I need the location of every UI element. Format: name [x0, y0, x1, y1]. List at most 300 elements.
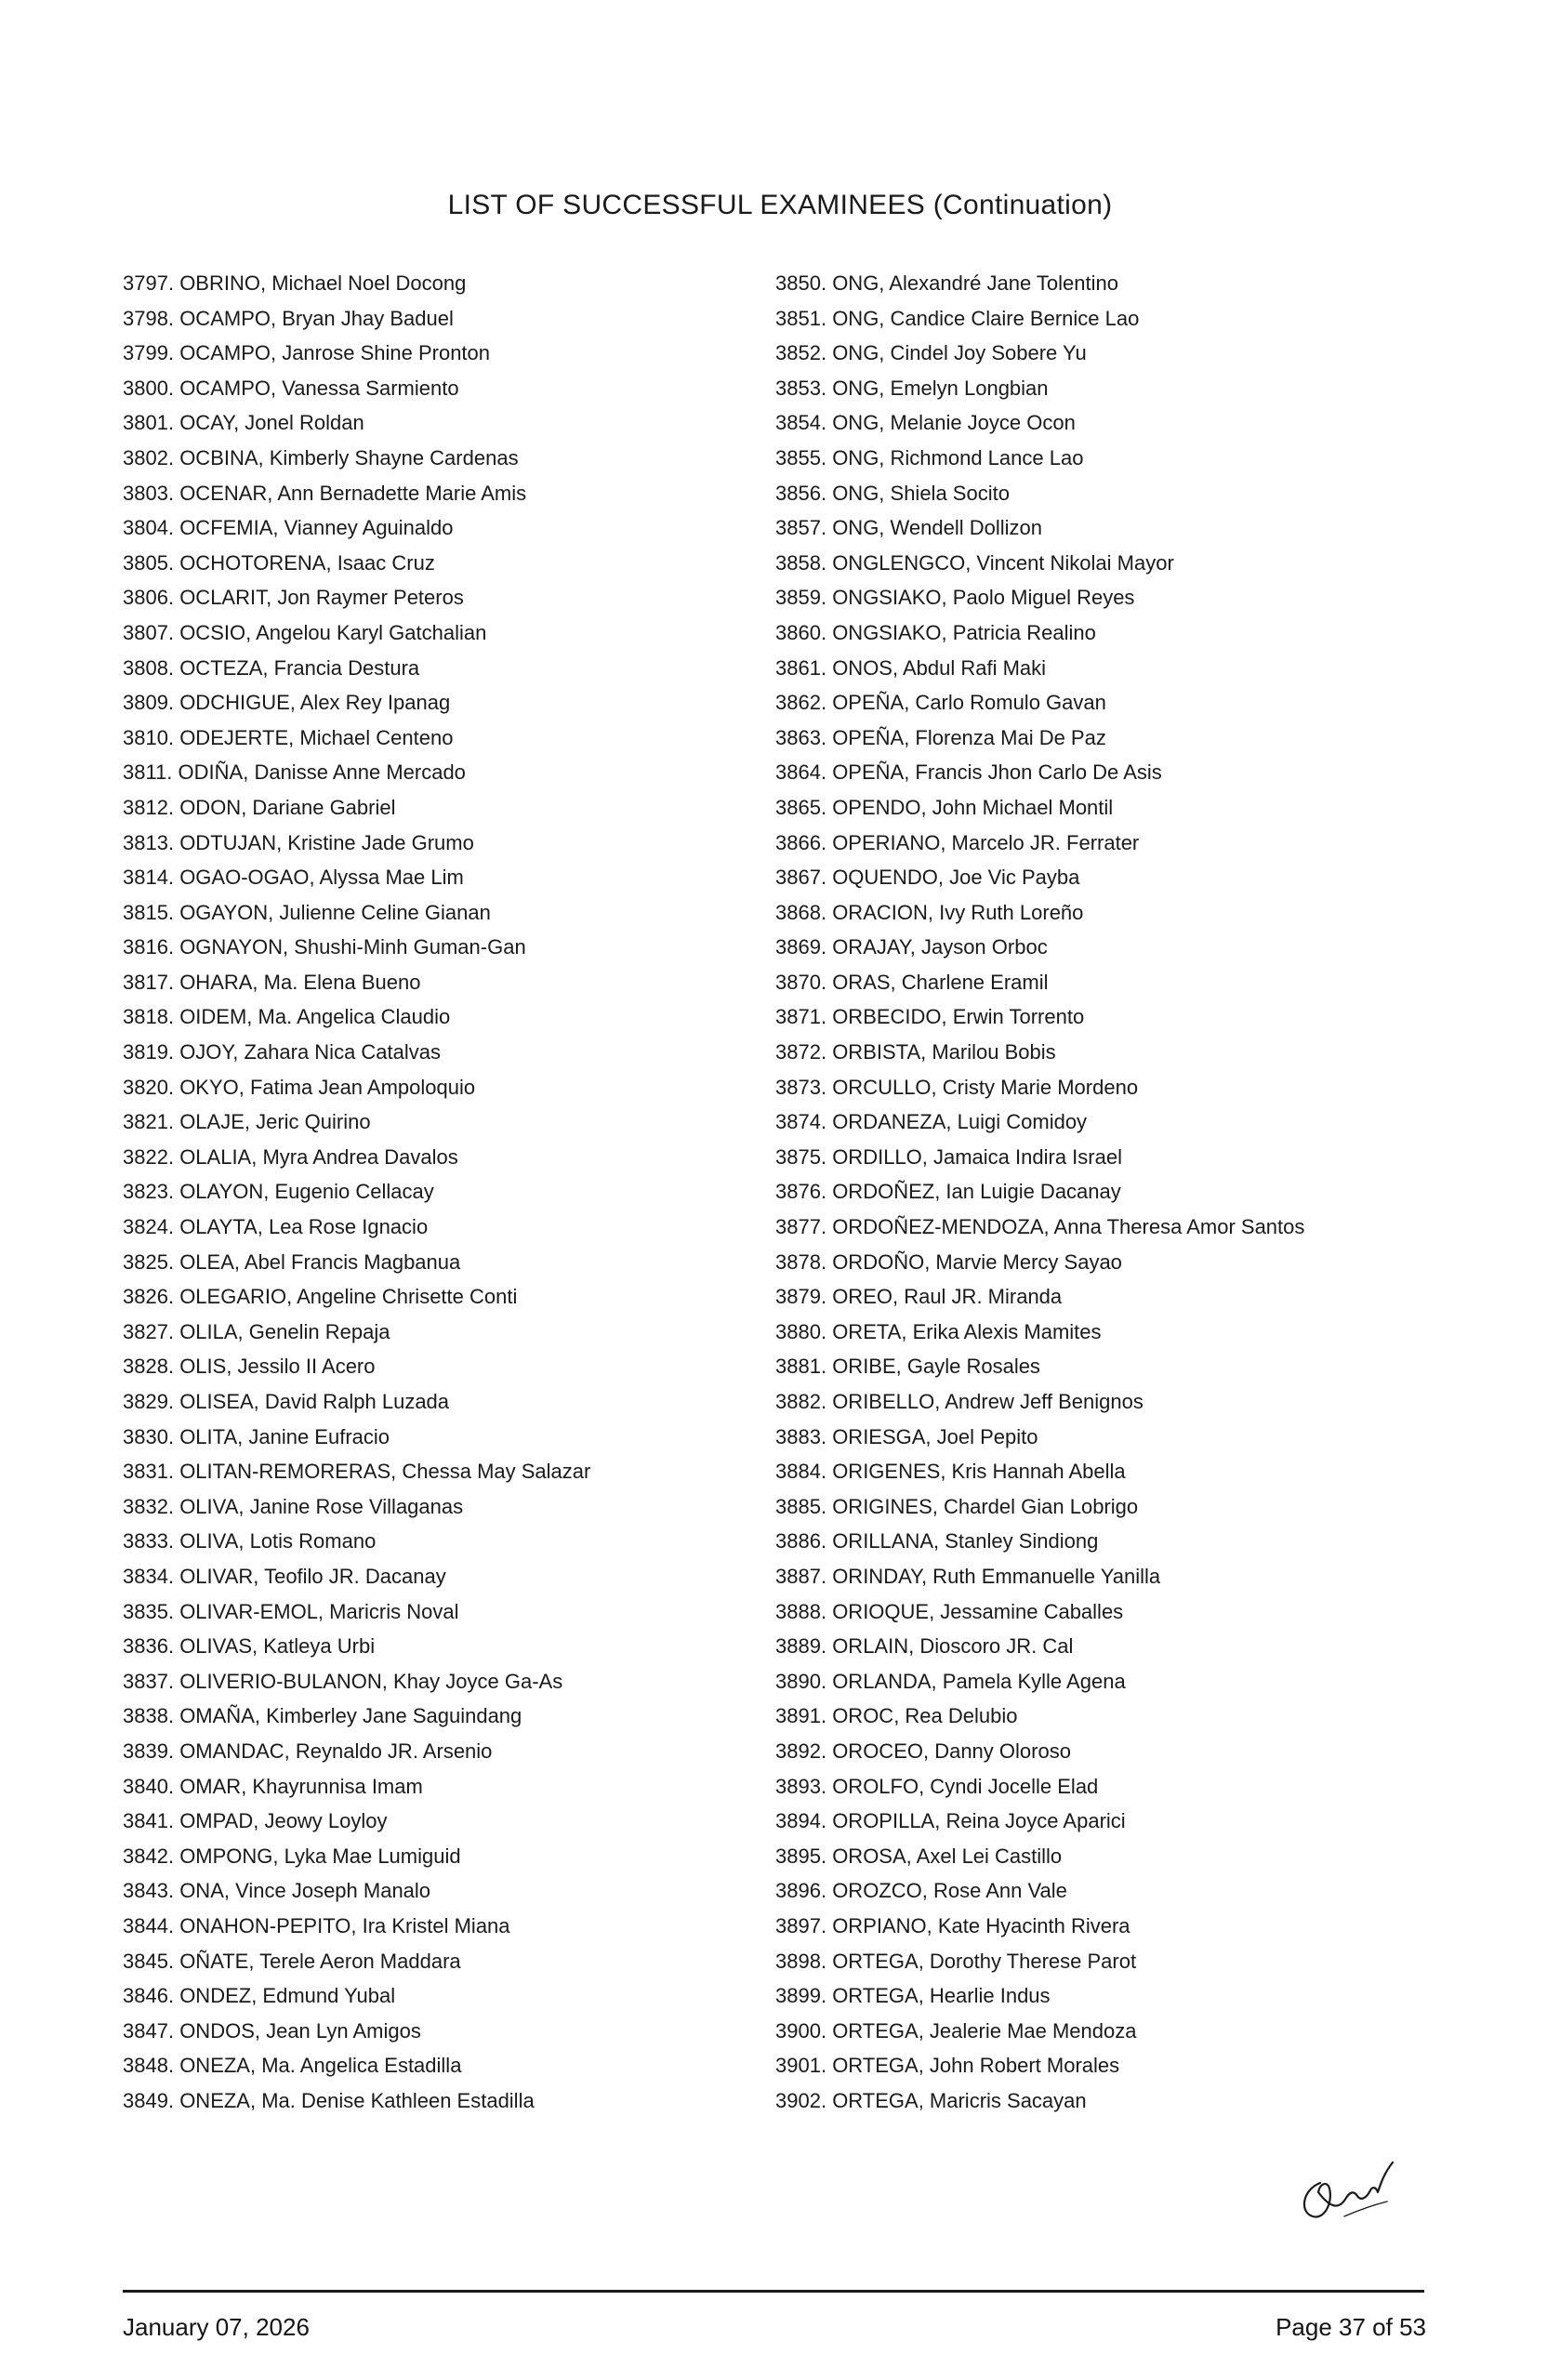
examinee-entry	[123, 685, 590, 721]
entry-number: 3899.	[775, 1984, 827, 2008]
examinee-entry	[775, 405, 1304, 441]
entry-number: 3806.	[123, 586, 175, 610]
examinee-entry	[123, 2048, 590, 2083]
examinee-entry	[123, 2083, 590, 2119]
examinee-name: OCHOTORENA, Isaac Cruz	[179, 550, 435, 575]
entry-number: 3824.	[123, 1215, 175, 1239]
examinee-entry	[123, 615, 590, 651]
entry-number: 3876.	[775, 1180, 827, 1204]
examinee-name: ORTEGA, Jealerie Mae Mendoza	[832, 2018, 1137, 2043]
examinee-name: OCLARIT, Jon Raymer Peteros	[179, 586, 464, 610]
entry-number: 3884.	[775, 1460, 827, 1484]
examinee-list-left	[123, 266, 590, 2118]
examinee-name: ORBECIDO, Erwin Torrento	[832, 1005, 1085, 1029]
examinee-entry	[123, 1873, 590, 1909]
examinee-entry	[775, 1210, 1304, 1245]
examinee-entry	[123, 441, 590, 476]
footer-date: January 07, 2026	[123, 2313, 310, 2341]
examinee-name: ONGSIAKO, Patricia Realino	[832, 620, 1096, 644]
entry-number: 3827.	[123, 1319, 175, 1343]
page-title: LIST OF SUCCESSFUL EXAMINEES (Continuation)	[447, 190, 1113, 220]
examinee-name: ORDANEZA, Luigi Comidoy	[832, 1110, 1088, 1134]
entry-number: 3847.	[123, 2018, 175, 2043]
entry-number: 3872.	[775, 1040, 827, 1064]
examinee-entry	[775, 1349, 1304, 1384]
examinee-name: OHARA, Ma. Elena Bueno	[179, 970, 421, 994]
entry-number: 3871.	[775, 1005, 827, 1029]
examinee-name: OLIVAS, Katleya Urbi	[179, 1634, 376, 1659]
entry-number: 3861.	[775, 655, 827, 680]
entry-number: 3855.	[775, 445, 827, 469]
examinee-entry	[123, 371, 590, 406]
entry-number: 3798.	[123, 306, 175, 330]
examinee-name: OKYO, Fatima Jean Ampoloquio	[179, 1075, 476, 1099]
examinee-entry	[775, 1524, 1304, 1559]
entry-number: 3846.	[123, 1984, 175, 2008]
examinee-entry	[123, 1839, 590, 1874]
examinee-name: ORLANDA, Pamela Kylle Agena	[832, 1669, 1126, 1693]
examinee-entry	[775, 1978, 1304, 2014]
examinee-name: OBRINO, Michael Noel Docong	[179, 271, 467, 295]
examinee-name: OCAMPO, Bryan Jhay Baduel	[179, 306, 454, 330]
examinee-name: OLIVAR-EMOL, Maricris Noval	[179, 1599, 459, 1623]
examinee-entry	[775, 1174, 1304, 1210]
examinee-entry	[775, 1070, 1304, 1105]
examinee-name: OPEÑA, Florenza Mai De Paz	[832, 725, 1106, 749]
examinee-entry	[775, 860, 1304, 895]
entry-number: 3853.	[775, 376, 827, 400]
examinee-entry	[775, 1454, 1304, 1489]
entry-number: 3812.	[123, 795, 175, 819]
examinee-name: ORIESGA, Joel Pepito	[832, 1424, 1038, 1448]
examinee-entry	[123, 930, 590, 965]
examinee-name: ORIOQUE, Jessamine Caballes	[832, 1599, 1124, 1623]
examinee-entry	[775, 1699, 1304, 1734]
entry-number: 3901.	[775, 2054, 827, 2078]
examinee-name: OROPILLA, Reina Joyce Aparici	[832, 1809, 1126, 1833]
examinee-entry	[775, 1944, 1304, 1979]
entry-number: 3859.	[775, 586, 827, 610]
examinee-entry	[123, 1734, 590, 1769]
examinee-name: ORLAIN, Dioscoro JR. Cal	[832, 1634, 1074, 1659]
examinee-name: ORAJAY, Jayson Orboc	[832, 935, 1048, 959]
entry-number: 3897.	[775, 1913, 827, 1937]
examinee-entry	[123, 476, 590, 511]
examinee-name: ORAS, Charlene Eramil	[832, 970, 1049, 994]
entry-number: 3840.	[123, 1774, 175, 1798]
examinee-entry	[123, 651, 590, 686]
examinee-entry	[775, 1035, 1304, 1070]
examinee-name: OJOY, Zahara Nica Catalvas	[179, 1040, 442, 1064]
examinee-entry	[123, 1174, 590, 1210]
examinee-entry	[123, 2014, 590, 2049]
entry-number: 3881.	[775, 1355, 827, 1379]
examinee-entry	[123, 1315, 590, 1350]
examinee-name: ONG, Candice Claire Bernice Lao	[832, 306, 1140, 330]
entry-number: 3844.	[123, 1913, 175, 1937]
footer-rule	[123, 2290, 1424, 2293]
examinee-entry	[123, 301, 590, 337]
examinee-name: OROSA, Axel Lei Castillo	[832, 1844, 1063, 1868]
entry-number: 3869.	[775, 935, 827, 959]
examinee-entry	[123, 895, 590, 931]
examinee-entry	[775, 441, 1304, 476]
entry-number: 3829.	[123, 1390, 175, 1413]
examinee-name: ORTEGA, Dorothy Therese Parot	[832, 1949, 1137, 1973]
entry-number: 3810.	[123, 725, 175, 749]
examinee-entry	[123, 1210, 590, 1245]
examinee-name: OÑATE, Terele Aeron Maddara	[179, 1949, 461, 1973]
examinee-name: ORTEGA, Hearlie Indus	[832, 1984, 1051, 2008]
signature	[1292, 2155, 1404, 2229]
examinee-entry	[775, 2048, 1304, 2083]
examinee-name: ONG, Alexandré Jane Tolentino	[832, 271, 1118, 295]
examinee-name: OMPAD, Jeowy Loyloy	[179, 1809, 388, 1833]
entry-number: 3858.	[775, 550, 827, 575]
examinee-entry	[123, 1349, 590, 1384]
examinee-entry	[775, 615, 1304, 651]
examinee-entry	[775, 1664, 1304, 1699]
entry-number: 3834.	[123, 1564, 175, 1588]
examinee-name: ODTUJAN, Kristine Jade Grumo	[179, 830, 474, 854]
entry-number: 3809.	[123, 691, 175, 715]
entry-number: 3808.	[123, 655, 175, 680]
examinee-entry	[123, 1978, 590, 2014]
examinee-entry	[775, 1104, 1304, 1140]
examinee-entry	[775, 546, 1304, 581]
examinee-name: ORDILLO, Jamaica Indira Israel	[832, 1144, 1122, 1169]
entry-number: 3895.	[775, 1844, 827, 1868]
examinee-entry	[123, 1454, 590, 1489]
entry-number: 3866.	[775, 830, 827, 854]
entry-number: 3856.	[775, 481, 827, 505]
entry-number: 3892.	[775, 1739, 827, 1763]
examinee-name: ONGSIAKO, Paolo Miguel Reyes	[832, 586, 1135, 610]
examinee-entry	[775, 1594, 1304, 1630]
examinee-entry	[123, 1035, 590, 1070]
examinee-entry	[775, 999, 1304, 1035]
examinee-entry	[123, 1420, 590, 1455]
entry-number: 3805.	[123, 550, 175, 575]
examinee-entry	[775, 826, 1304, 861]
examinee-entry	[123, 546, 590, 581]
examinee-name: ONA, Vince Joseph Manalo	[179, 1879, 431, 1903]
entry-number: 3865.	[775, 795, 827, 819]
examinee-entry	[123, 860, 590, 895]
examinee-name: OMPONG, Lyka Mae Lumiguid	[179, 1844, 461, 1868]
examinee-entry	[775, 1629, 1304, 1664]
entry-number: 3838.	[123, 1704, 175, 1728]
examinee-entry	[775, 1384, 1304, 1420]
examinee-name: ODEJERTE, Michael Centeno	[179, 725, 454, 749]
examinee-name: OLIVERIO-BULANON, Khay Joyce Ga-As	[179, 1669, 563, 1693]
entry-number: 3842.	[123, 1844, 175, 1868]
entry-number: 3902.	[775, 2088, 827, 2112]
examinee-entry	[123, 1909, 590, 1944]
examinee-name: ONG, Cindel Joy Sobere Yu	[832, 341, 1087, 365]
entry-number: 3817.	[123, 970, 175, 994]
entry-number: 3886.	[775, 1529, 827, 1554]
examinee-name: OGAO-OGAO, Alyssa Mae Lim	[179, 866, 464, 890]
examinee-entry	[775, 1804, 1304, 1839]
examinee-entry	[123, 510, 590, 546]
examinee-name: ONG, Richmond Lance Lao	[832, 445, 1084, 469]
entry-number: 3822.	[123, 1144, 175, 1169]
entry-number: 3818.	[123, 1005, 175, 1029]
entry-number: 3819.	[123, 1040, 175, 1064]
entry-number: 3854.	[775, 411, 827, 435]
examinee-name: OROLFO, Cyndi Jocelle Elad	[832, 1774, 1099, 1798]
examinee-name: OREO, Raul JR. Miranda	[832, 1285, 1063, 1309]
examinee-entry	[775, 580, 1304, 615]
examinee-name: ONG, Shiela Socito	[832, 481, 1010, 505]
entry-number: 3804.	[123, 516, 175, 540]
examinee-name: OLITA, Janine Eufracio	[179, 1424, 390, 1448]
examinee-name: ORDOÑEZ-MENDOZA, Anna Theresa Amor Santos	[832, 1215, 1305, 1239]
examinee-name: ORIBE, Gayle Rosales	[832, 1355, 1040, 1379]
examinee-entry	[123, 1070, 590, 1105]
entry-number: 3836.	[123, 1634, 175, 1659]
entry-number: 3811.	[123, 760, 173, 785]
examinee-name: OPEÑA, Carlo Romulo Gavan	[832, 691, 1106, 715]
entry-number: 3875.	[775, 1144, 827, 1169]
examinee-list-right	[775, 266, 1304, 2118]
entry-number: 3885.	[775, 1494, 827, 1518]
entry-number: 3802.	[123, 445, 175, 469]
examinee-name: ORACION, Ivy Ruth Loreño	[832, 900, 1084, 924]
examinee-name: OPERIANO, Marcelo JR. Ferrater	[832, 830, 1140, 854]
entry-number: 3879.	[775, 1285, 827, 1309]
examinee-name: ONDEZ, Edmund Yubal	[179, 1984, 396, 2008]
examinee-entry	[775, 1315, 1304, 1350]
entry-number: 3830.	[123, 1424, 175, 1448]
examinee-name: ONAHON-PEPITO, Ira Kristel Miana	[179, 1913, 510, 1937]
examinee-entry	[775, 651, 1304, 686]
examinee-name: ONGLENGCO, Vincent Nikolai Mayor	[832, 550, 1174, 575]
examinee-name: ONDOS, Jean Lyn Amigos	[179, 2018, 421, 2043]
examinee-name: OLIVA, Lotis Romano	[179, 1529, 377, 1554]
examinee-name: ONEZA, Ma. Denise Kathleen Estadilla	[179, 2088, 535, 2112]
entry-number: 3828.	[123, 1355, 175, 1379]
examinee-name: OLIS, Jessilo II Acero	[179, 1355, 376, 1379]
entry-number: 3873.	[775, 1075, 827, 1099]
examinee-name: ONG, Emelyn Longbian	[832, 376, 1049, 400]
examinee-name: OCFEMIA, Vianney Aguinaldo	[179, 516, 454, 540]
examinee-name: ONG, Wendell Dollizon	[832, 516, 1042, 540]
examinee-entry	[123, 1769, 590, 1805]
examinee-name: OGAYON, Julienne Celine Gianan	[179, 900, 491, 924]
examinee-name: OCSIO, Angelou Karyl Gatchalian	[179, 620, 487, 644]
entry-number: 3843.	[123, 1879, 175, 1903]
entry-number: 3851.	[775, 306, 827, 330]
entry-number: 3800.	[123, 376, 175, 400]
examinee-name: OGNAYON, Shushi-Minh Guman-Gan	[179, 935, 526, 959]
examinee-name: ORETA, Erika Alexis Mamites	[832, 1319, 1102, 1343]
examinee-name: ONEZA, Ma. Angelica Estadilla	[179, 2054, 462, 2078]
examinee-entry	[123, 965, 590, 1000]
examinee-name: OLIVA, Janine Rose Villaganas	[179, 1494, 464, 1518]
entry-number: 3850.	[775, 271, 827, 295]
examinee-entry	[775, 755, 1304, 790]
entry-number: 3864.	[775, 760, 827, 785]
entry-number: 3852.	[775, 341, 827, 365]
entry-number: 3816.	[123, 935, 175, 959]
examinee-entry	[123, 1384, 590, 1420]
examinee-entry	[123, 1279, 590, 1315]
entry-number: 3890.	[775, 1669, 827, 1693]
examinee-entry	[123, 999, 590, 1035]
examinee-name: OLITAN-REMORERAS, Chessa May Salazar	[179, 1460, 591, 1484]
entry-number: 3880.	[775, 1319, 827, 1343]
examinee-name: OROC, Rea Delubio	[832, 1704, 1018, 1728]
entry-number: 3826.	[123, 1285, 175, 1309]
examinee-name: ORIGINES, Chardel Gian Lobrigo	[832, 1494, 1139, 1518]
examinee-name: OROCEO, Danny Oloroso	[832, 1739, 1071, 1763]
examinee-entry	[123, 1594, 590, 1630]
examinee-name: ORTEGA, John Robert Morales	[832, 2054, 1120, 2078]
examinee-name: OLISEA, David Ralph Luzada	[179, 1390, 450, 1413]
examinee-entry	[775, 1279, 1304, 1315]
examinee-name: OCAMPO, Janrose Shine Pronton	[179, 341, 491, 365]
examinee-entry	[123, 1140, 590, 1175]
entry-number: 3837.	[123, 1669, 175, 1693]
entry-number: 3883.	[775, 1424, 827, 1448]
examinee-entry	[123, 1944, 590, 1979]
entry-number: 3900.	[775, 2018, 827, 2043]
examinee-name: ORILLANA, Stanley Sindiong	[832, 1529, 1099, 1554]
entry-number: 3814.	[123, 866, 175, 890]
examinee-entry	[775, 685, 1304, 721]
examinee-name: OIDEM, Ma. Angelica Claudio	[179, 1005, 451, 1029]
examinee-name: OMAR, Khayrunnisa Imam	[179, 1774, 423, 1798]
entry-number: 3882.	[775, 1390, 827, 1413]
entry-number: 3849.	[123, 2088, 175, 2112]
examinee-name: ORCULLO, Cristy Marie Mordeno	[832, 1075, 1139, 1099]
entry-number: 3863.	[775, 725, 827, 749]
entry-number: 3894.	[775, 1809, 827, 1833]
examinee-entry	[123, 1804, 590, 1839]
entry-number: 3841.	[123, 1809, 175, 1833]
examinee-name: OLILA, Genelin Repaja	[179, 1319, 390, 1343]
examinee-entry	[775, 1839, 1304, 1874]
examinee-entry	[775, 1873, 1304, 1909]
entry-number: 3845.	[123, 1949, 175, 1973]
examinee-entry	[123, 336, 590, 371]
examinee-name: ONG, Melanie Joyce Ocon	[832, 411, 1076, 435]
examinee-name: ORDOÑEZ, Ian Luigie Dacanay	[832, 1180, 1121, 1204]
examinee-entry	[123, 721, 590, 756]
examinee-entry	[123, 790, 590, 826]
entry-number: 3898.	[775, 1949, 827, 1973]
entry-number: 3815.	[123, 900, 175, 924]
examinee-name: ODIÑA, Danisse Anne Mercado	[178, 760, 466, 785]
examinee-entry	[775, 1909, 1304, 1944]
examinee-name: ORPIANO, Kate Hyacinth Rivera	[832, 1913, 1130, 1937]
examinee-entry	[775, 2014, 1304, 2049]
examinee-name: OCAY, Jonel Roldan	[179, 411, 364, 435]
examinee-name: OLEGARIO, Angeline Chrisette Conti	[179, 1285, 518, 1309]
examinee-name: OLEA, Abel Francis Magbanua	[179, 1250, 461, 1274]
examinee-entry	[775, 336, 1304, 371]
entry-number: 3870.	[775, 970, 827, 994]
examinee-name: OCTEZA, Francia Destura	[179, 655, 420, 680]
examinee-name: OMANDAC, Reynaldo JR. Arsenio	[179, 1739, 493, 1763]
entry-number: 3867.	[775, 866, 827, 890]
entry-number: 3835.	[123, 1599, 175, 1623]
entry-number: 3825.	[123, 1250, 175, 1274]
entry-number: 3887.	[775, 1564, 827, 1588]
examinee-entry	[123, 1664, 590, 1699]
examinee-name: OLIVAR, Teofilo JR. Dacanay	[179, 1564, 446, 1588]
entry-number: 3820.	[123, 1075, 175, 1099]
entry-number: 3896.	[775, 1879, 827, 1903]
entry-number: 3839.	[123, 1739, 175, 1763]
examinee-entry	[775, 301, 1304, 337]
examinee-name: ODON, Dariane Gabriel	[179, 795, 396, 819]
examinee-entry	[123, 1559, 590, 1594]
entry-number: 3888.	[775, 1599, 827, 1623]
examinee-name: OLALIA, Myra Andrea Davalos	[179, 1144, 458, 1169]
examinee-entry	[123, 1699, 590, 1734]
examinee-entry	[775, 895, 1304, 931]
examinee-entry	[123, 1524, 590, 1559]
entry-number: 3857.	[775, 516, 827, 540]
examinee-name: ORTEGA, Maricris Sacayan	[832, 2088, 1087, 2112]
examinee-name: ORDOÑO, Marvie Mercy Sayao	[832, 1250, 1122, 1274]
examinee-name: OQUENDO, Joe Vic Payba	[832, 866, 1080, 890]
examinee-name: ORIBELLO, Andrew Jeff Benignos	[832, 1390, 1144, 1413]
examinee-name: ORIGENES, Kris Hannah Abella	[832, 1460, 1126, 1484]
examinee-entry	[775, 1559, 1304, 1594]
examinee-name: OLAYON, Eugenio Cellacay	[179, 1180, 434, 1204]
examinee-entry	[775, 1140, 1304, 1175]
examinee-entry	[775, 476, 1304, 511]
examinee-entry	[775, 2083, 1304, 2119]
examinee-name: OROZCO, Rose Ann Vale	[832, 1879, 1067, 1903]
entry-number: 3868.	[775, 900, 827, 924]
examinee-name: OLAJE, Jeric Quirino	[179, 1110, 371, 1134]
examinee-entry	[123, 1104, 590, 1140]
examinee-entry	[123, 266, 590, 301]
entry-number: 3893.	[775, 1774, 827, 1798]
entry-number: 3877.	[775, 1215, 827, 1239]
examinee-name: OCENAR, Ann Bernadette Marie Amis	[179, 481, 527, 505]
entry-number: 3860.	[775, 620, 827, 644]
examinee-entry	[123, 1489, 590, 1525]
examinee-name: OMAÑA, Kimberley Jane Saguindang	[179, 1704, 522, 1728]
entry-number: 3821.	[123, 1110, 175, 1134]
entry-number: 3803.	[123, 481, 175, 505]
examinee-entry	[775, 721, 1304, 756]
entry-number: 3891.	[775, 1704, 827, 1728]
entry-number: 3801.	[123, 411, 175, 435]
examinee-entry	[775, 965, 1304, 1000]
examinee-entry	[123, 1245, 590, 1280]
examinee-entry	[775, 1734, 1304, 1769]
entry-number: 3848.	[123, 2054, 175, 2078]
examinee-entry	[775, 790, 1304, 826]
examinee-entry	[123, 755, 590, 790]
examinee-name: ODCHIGUE, Alex Rey Ipanag	[179, 691, 451, 715]
entry-number: 3807.	[123, 620, 175, 644]
examinee-entry	[775, 266, 1304, 301]
examinee-entry	[775, 1489, 1304, 1525]
page-number: Page 37 of 53	[1276, 2313, 1426, 2341]
entry-number: 3833.	[123, 1529, 175, 1554]
examinee-name: OPEÑA, Francis Jhon Carlo De Asis	[832, 760, 1162, 785]
entry-number: 3889.	[775, 1634, 827, 1659]
entry-number: 3797.	[123, 271, 175, 295]
